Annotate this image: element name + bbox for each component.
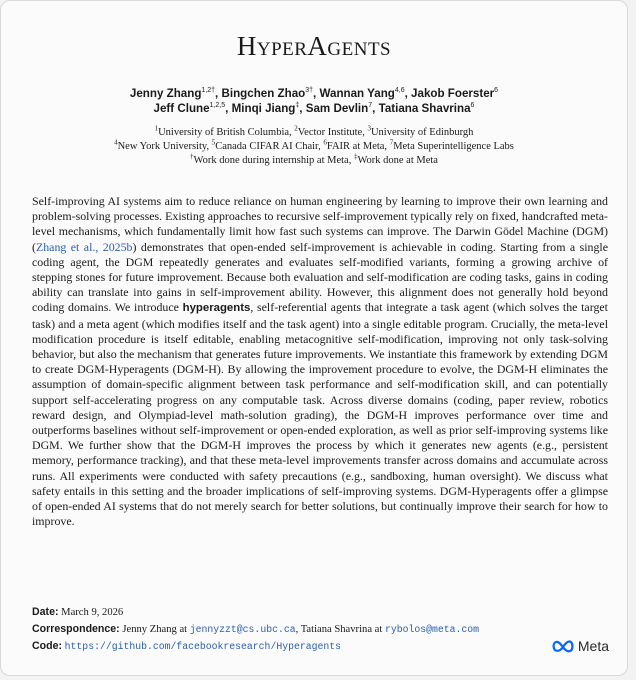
affil-text: Canada CIFAR AI Chair, [215,141,324,152]
affil-text: Work done during internship at Meta, [193,155,354,166]
author-affil: 7 [368,102,373,110]
affil-marker: † [190,152,194,161]
author-line-1: Jenny Zhang$^{1,2\dagger}$, Bingchen Zhao$^{3\dagger}$, Wannan Yang$^{4,6}$, Jakob Foerster$^6$ [129,87,499,100]
author-list [21,86,607,116]
paper-metadata [32,604,479,655]
affil-marker: 1 [154,124,159,133]
author-name: Jakob Foerster [411,87,495,100]
abstract [32,194,608,529]
affil-text: University of British Columbia, [158,127,295,138]
author-name: Wannan Yang [319,87,395,100]
correspondence-sep: , Tatiana Shavrina at [295,624,383,635]
affiliations [21,126,607,168]
author-line-2: Jeff Clune$^{1,2,5}$, Minqi Jiang‡, Sam Devlin$^7$, Tatiana Shavrina$^6$ [153,102,475,115]
author-affil: ‡ [295,102,300,110]
affiliation-line-1 [21,126,607,140]
affil-marker: 2 [294,124,298,133]
author-affil: 6 [494,87,499,95]
citation-link[interactable]: Zhang et al., 2025b [35,239,133,254]
affil-text: Work done at Meta [357,155,438,166]
author-affil: 4,6 [394,87,405,95]
email-link-2[interactable]: rybolos@meta.com [384,624,480,635]
affil-text: Vector Institute, [297,127,368,138]
paper-title: HyperAgents [236,31,392,61]
affil-marker: ‡ [353,152,358,161]
affil-text: Meta Superintelligence Labs [393,141,514,152]
author-name: Sam Devlin [305,102,369,115]
date-label: Date: [32,606,59,618]
meta-infinity-icon [552,640,574,653]
code-label: Code: [32,640,63,652]
correspondence-label: Correspondence: [32,623,120,635]
meta-logo-text: Meta [577,638,609,654]
affil-text: FAIR at Meta, [326,141,390,152]
affiliation-line-2 [21,140,607,154]
affil-marker: 5 [211,138,216,147]
author-affil: 6 [470,102,475,110]
meta-logo [552,638,609,654]
correspondence-name: Jenny Zhang at [122,624,188,635]
author-affil: 1,2,5 [209,102,226,110]
date-value: March 9, 2026 [61,607,124,618]
affil-text: University of Edinburgh [370,127,474,138]
abstract-text: , self-referential agents that integrate a task agent (which solves the target task) and a meta agent (which modifies itself and the task agent) into a single editable program. Crucially, the meta-level modification procedure is itself editable, enabling metacognitive self-modification, improving not only task-solving behavior, but also the mechanism that generates future improvements. We instantiate this framework by extending DGM to create DGM-Hyperagents (DGM-H). By allowing the improvement procedure to evolve, the DGM-H eliminates the assumption of domain-specific alignment between task performance and self-modification skill, and can potentially support self-accelerating progress on any computable task. Across diverse domains (coding, paper review, robotics reward design, and Olympiad-level math-solution grading), the DGM-H improves performance over time and outperforms baselines without self-improvement or open-ended exploration, as well as prior self-improving systems like DGM. We further show that the DGM-H improves the process by which it generates new agents (e.g., persistent memory, performance tracking), and that these meta-level improvements transfer across domains and accumulate across runs. All experiments were conducted with safety precautions (e.g., sandboxing, human oversight). We discuss what safety entails in this setting and the broader implications of self-improving systems. DGM-Hyperagents offer a glimpse of open-ended AI systems that do not merely search for better solutions, but continually improve their search for how to improve. [32,300,608,529]
author-affil: 1,2† [201,87,216,95]
affil-marker: 3 [367,124,371,133]
affil-marker: 6 [323,138,327,147]
correspondence-line [32,621,479,638]
code-line [32,638,479,655]
affiliation-line-3 [21,154,607,168]
author-name: Bingchen Zhao [221,87,306,100]
abstract-text: ) demonstrates that open-ended self-improvement is achievable in coding. Starting from a single coding agent, the DGM repeatedly generates and evaluates self-modified variants, forming a growing archive of stepping stones for future improvement. Because both evaluation and self-modification are coding tasks, gains in coding ability can translate into gains in self-improvement ability. However, this alignment does not generally hold beyond coding domains. We introduce [32,239,608,315]
date-line [32,604,479,621]
author-name: Jenny Zhang [129,87,202,100]
keyword-hyperagents: hyperagents [182,302,251,315]
author-name: Minqi Jiang [231,102,296,115]
author-affil: 3† [305,87,314,95]
affil-text: New York University, [117,141,212,152]
code-url-link[interactable]: https://github.com/facebookresearch/Hyperagents [64,641,341,652]
author-name: Jeff Clune [153,102,210,115]
affil-marker: 7 [389,138,394,147]
abstract-text: Self-improving AI systems aim to reduce reliance on human engineering by learning to improve their own learning and problem-solving processes. Existing approaches to recursive self-improvement typically rely on fixed, handcrafted meta-level mechanisms, which fundamentally limit how fast such systems can improve. The Darwin Gödel Machine (DGM) ( [32,194,608,254]
author-name: Tatiana Shavrina [378,102,471,115]
email-link-1[interactable]: jennyzzt@cs.ubc.ca [189,624,296,635]
affil-marker: 4 [114,138,118,147]
